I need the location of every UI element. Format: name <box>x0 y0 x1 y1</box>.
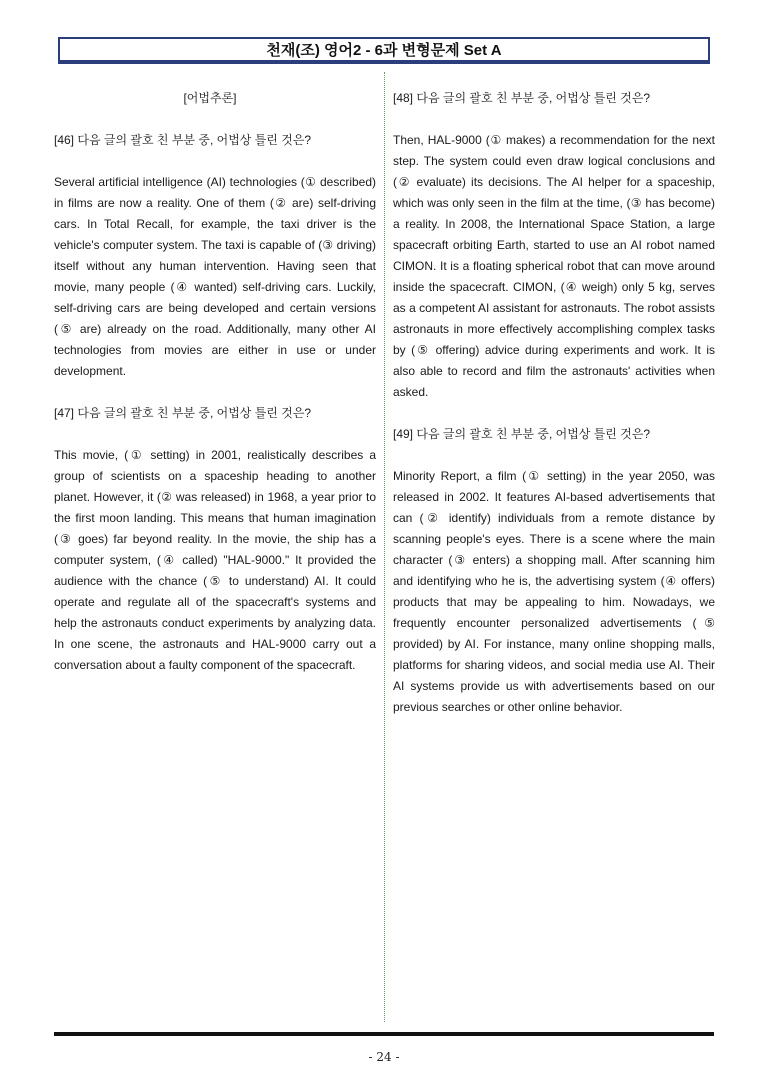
right-column <box>393 88 715 739</box>
question-46-heading: [46] 다음 글의 괄호 친 부분 중, 어법상 틀린 것은? <box>54 133 312 147</box>
question-48-passage: Then, HAL-9000 (① makes) a recommendation for the next step. The system could even draw logical conclusions and (② evaluate) its decisions. The AI helper for a spaceship, which was only seen in the film at the time, (③ has become) a reality. In 2008, the International Space Station, a large spacecraft orbiting Earth, started to use an AI robot named CIMON. It is a floating spherical robot that can move around inside the spacecraft. CIMON, (④ weigh) only 5 kg, serves as a competent AI assistant for astronauts. The robot assists astronauts in more effectively accomplishing complex tasks by (⑤ offering) advice during experiments and work. It is also able to record and film the astronauts' activities when asked. <box>393 133 715 399</box>
footer-rule <box>54 1032 714 1036</box>
page-title: 천재(조) 영어2 - 6과 변형문제 Set A <box>58 37 710 64</box>
question-47-passage: This movie, (① setting) in 2001, realistically describes a group of scientists on a spaceship heading to another planet. However, it (② was released) in 1968, a year prior to the first moon landing. This means that human imagination (③ goes) far beyond reality. In the movie, the ship has a computer system, (④ called) "HAL-9000." It provided the audience with the chance (⑤ to understand) AI. It could operate and regulate all of the spacecraft's systems and help the astronauts conduct experiments by analyzing data. In one scene, the astronauts and HAL-9000 carry out a conversation about a faulty component of the spacecraft. <box>54 448 376 672</box>
question-49-heading: [49] 다음 글의 괄호 친 부분 중, 어법상 틀린 것은? <box>393 427 651 441</box>
left-column <box>54 88 376 697</box>
question-46-passage: Several artificial intelligence (AI) technologies (① described) in films are now a reality. One of them (② are) self-driving cars. In Total Recall, for example, the taxi driver is the vehicle's computer system. The taxi is capable of (③ driving) itself without any human intervention. Having seen that movie, many people (④ wanted) self-driving cars. Luckily, self-driving cars are being developed and certain versions (⑤ are) already on the road. Additionally, many other AI technologies from movies are either in use or under development. <box>54 175 376 378</box>
page-number: - 24 - <box>368 1050 400 1064</box>
question-48-heading: [48] 다음 글의 괄호 친 부분 중, 어법상 틀린 것은? <box>393 91 651 105</box>
column-divider <box>384 72 385 1022</box>
section-tag: [어법추론] <box>183 91 237 105</box>
question-47-heading: [47] 다음 글의 괄호 친 부분 중, 어법상 틀린 것은? <box>54 406 312 420</box>
question-49-passage: Minority Report, a film (① setting) in the year 2050, was released in 2002. It features AI-based advertisements that can (② identify) individuals from a remote distance by scanning people's eyes. There is a scene where the main character (③ enters) a shopping mall. After scanning him and identifying who he is, the advertising system (④ offers) products that may be appealing to him. Nowadays, we frequently encounter personalized advertisements (⑤ provided) by AI. For instance, many online shopping malls, platforms for sharing videos, and social media use AI. Their AI systems provide us with advertisements based on our previous searches or other online behavior. <box>393 469 715 714</box>
